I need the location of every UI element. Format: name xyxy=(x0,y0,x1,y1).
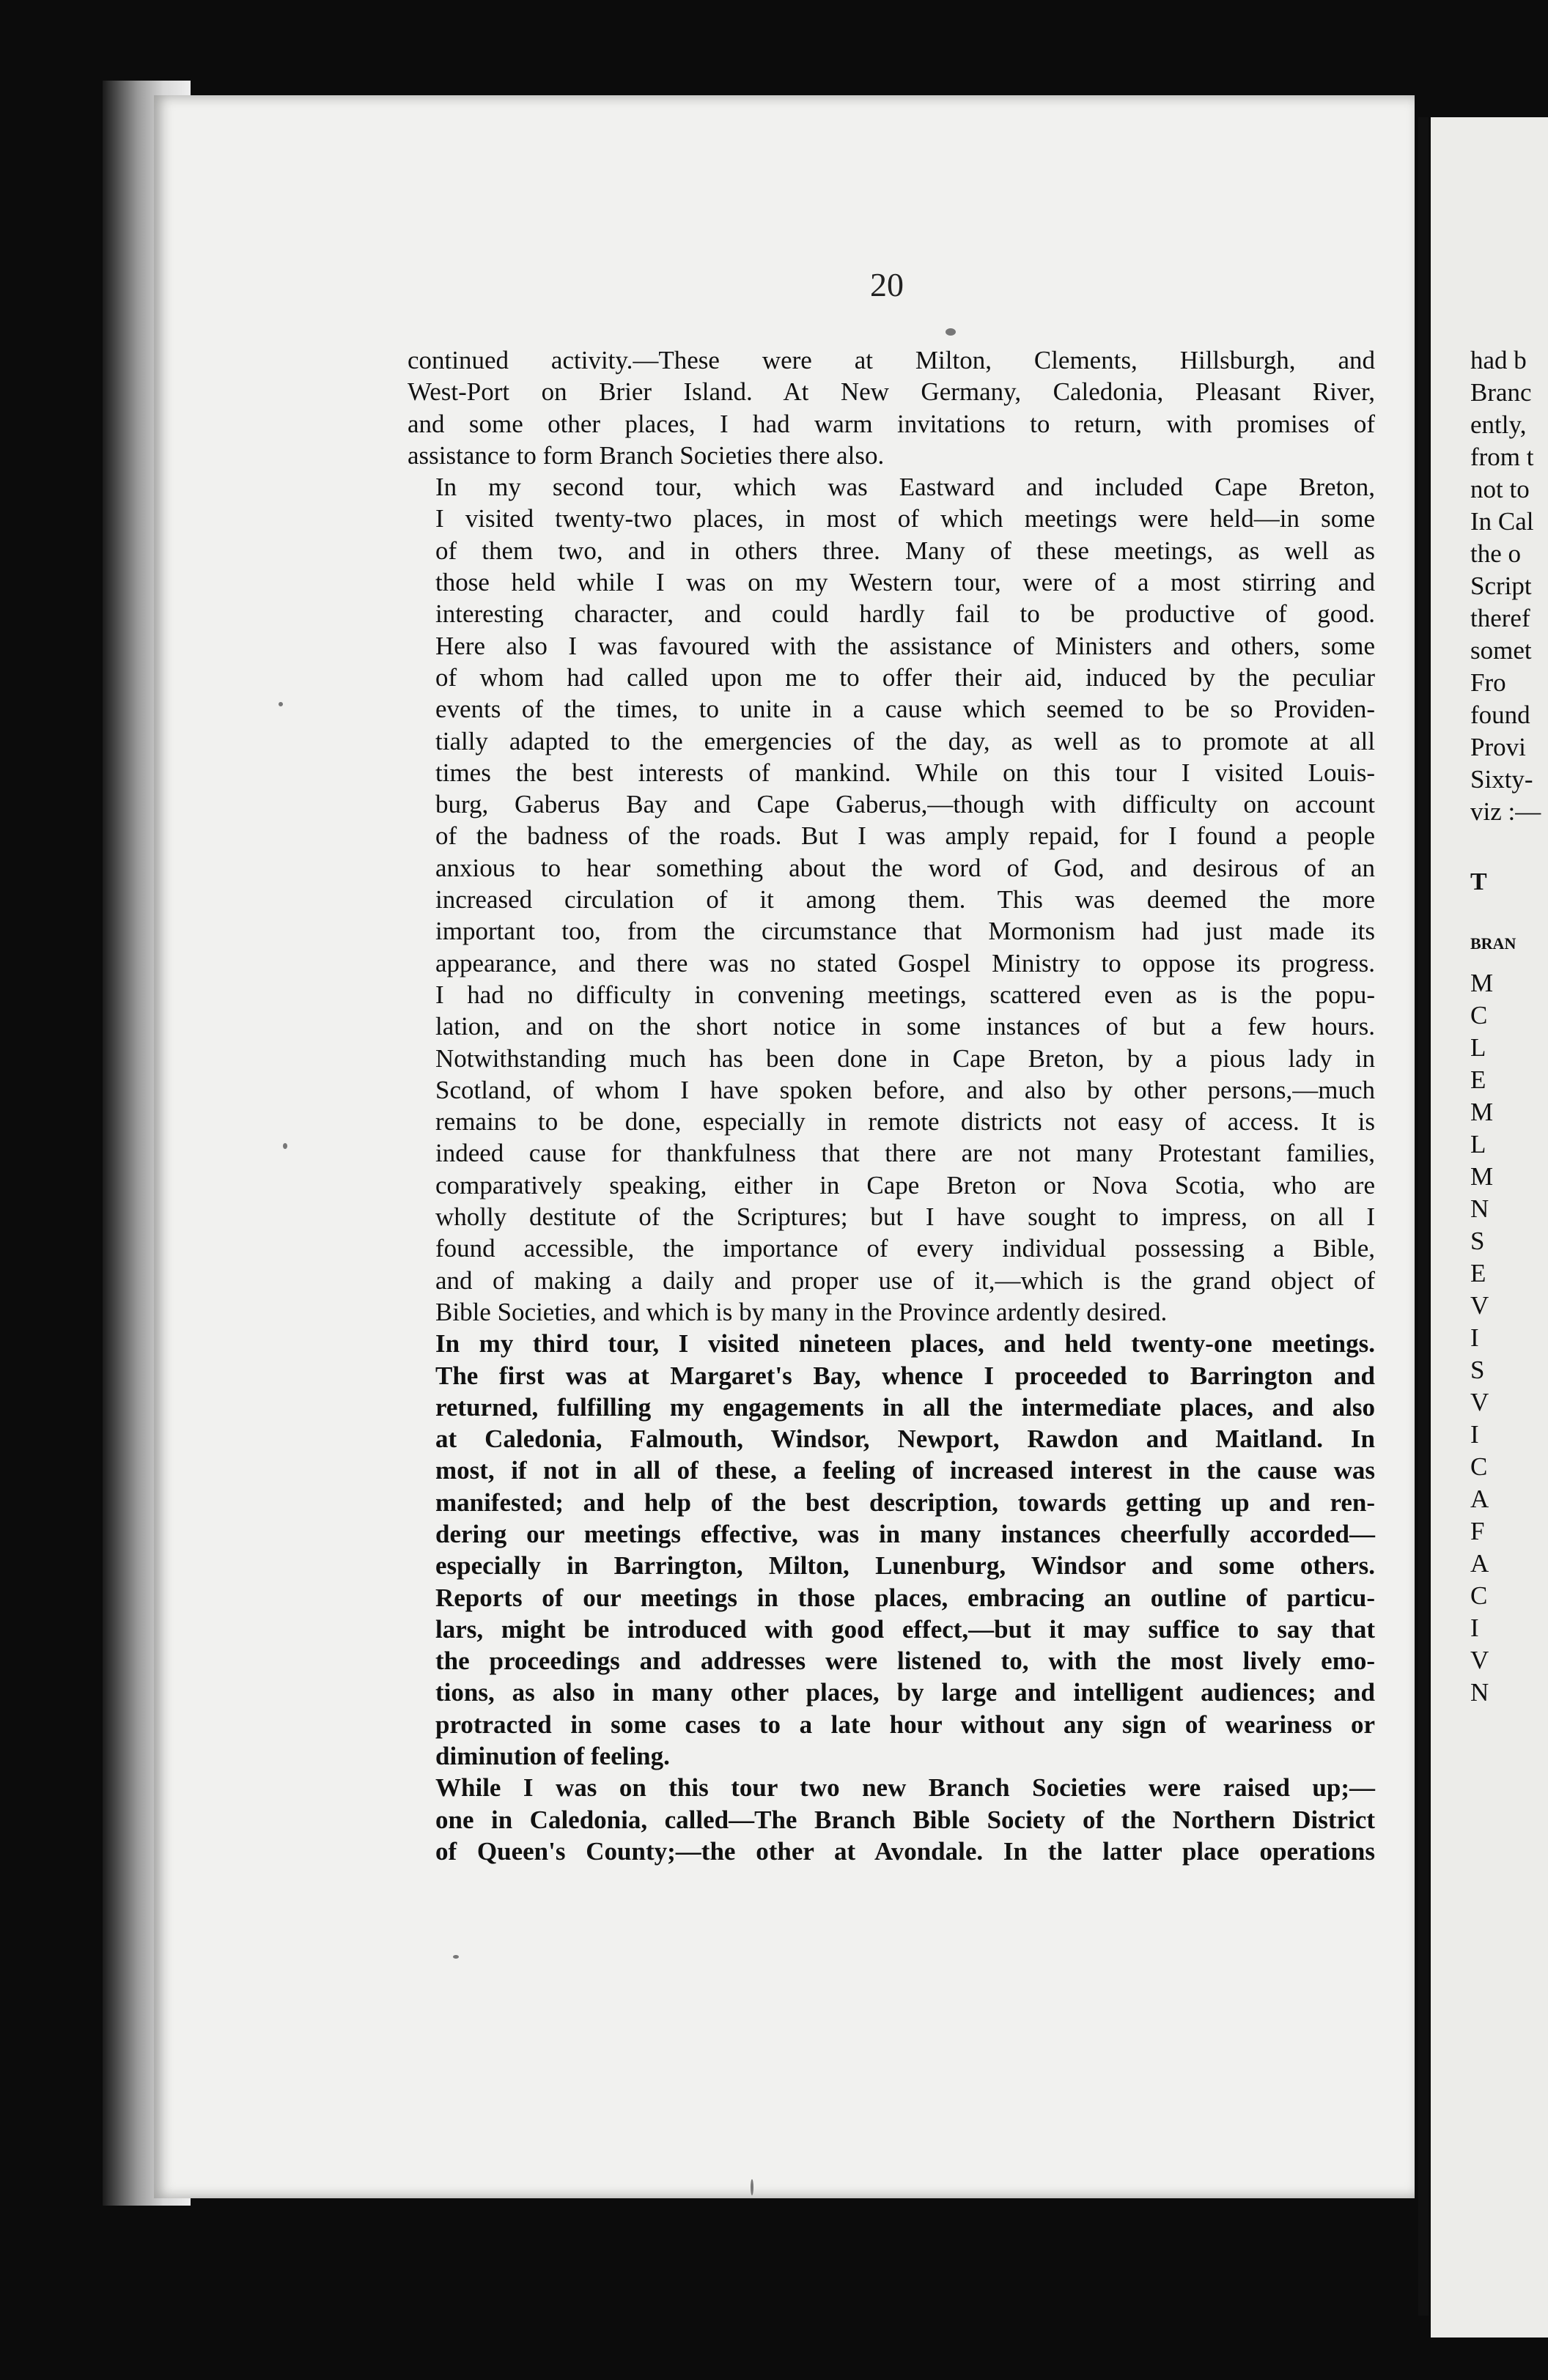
fragment-letter: A xyxy=(1470,1485,1489,1513)
text-line: The first was at Margaret's Bay, whence I proceeded to Barrington and xyxy=(435,1361,1375,1390)
text-line: found accessible, the importance of every individual possessing a Bible, xyxy=(435,1234,1375,1263)
text-line: increased circulation of it among them. This was deemed the more xyxy=(435,885,1375,914)
fragment-line: had b xyxy=(1470,346,1527,374)
fragment-letter: E xyxy=(1470,1065,1486,1094)
text-line: tions, as also in many other places, by large and intelligent audiences; and xyxy=(435,1678,1375,1707)
fragment-letter: M xyxy=(1470,969,1494,997)
fragment-letter: I xyxy=(1470,1420,1479,1449)
fragment-letter: S xyxy=(1470,1356,1485,1384)
fragment-letter: V xyxy=(1470,1388,1489,1416)
fragment-line: somet xyxy=(1470,636,1532,665)
fragment-line: from t xyxy=(1470,443,1534,471)
page-gutter xyxy=(1418,117,1429,2316)
text-line: especially in Barrington, Milton, Lunenburg, Windsor and some others. xyxy=(435,1551,1375,1581)
scan-speck xyxy=(751,2179,753,2195)
fragment-line: Branc xyxy=(1470,378,1532,407)
text-line: manifested; and help of the best description, towards getting up and ren- xyxy=(435,1488,1375,1517)
fragment-letter: V xyxy=(1470,1646,1489,1674)
text-line: of Queen's County;—the other at Avondale. In the latter place operations xyxy=(435,1836,1375,1866)
fragment-letter: I xyxy=(1470,1614,1479,1642)
text-line: Reports of our meetings in those places, embracing an outline of particu- xyxy=(435,1583,1375,1612)
text-line: events of the times, to unite in a cause which seemed to be so Providen- xyxy=(435,695,1375,724)
text-line: I visited twenty-two places, in most of which meetings were held—in some xyxy=(435,504,1375,533)
text-line: returned, fulfilling my engagements in all the intermediate places, and also xyxy=(435,1392,1375,1422)
text-line: While I was on this tour two new Branch Societies were raised up;— xyxy=(435,1773,1375,1803)
fragment-letter-list xyxy=(1470,967,1548,1709)
text-line: I had no difficulty in convening meetings, scattered even as is the popu- xyxy=(435,980,1375,1009)
fragment-letter: C xyxy=(1470,1581,1488,1610)
text-line: assistance to form Branch Societies there also. xyxy=(408,440,885,470)
fragment-letter: C xyxy=(1470,1452,1488,1481)
fragment-line: found xyxy=(1470,701,1530,729)
fragment-letter: I xyxy=(1470,1323,1479,1352)
fragment-letter: S xyxy=(1470,1227,1485,1255)
fragment-letter: F xyxy=(1470,1517,1485,1545)
text-line: most, if not in all of these, a feeling of increased interest in the cause was xyxy=(435,1456,1375,1485)
text-line: interesting character, and could hardly fail to be productive of good. xyxy=(435,599,1375,629)
scan-speck xyxy=(946,328,956,336)
text-line: diminution of feeling. xyxy=(435,1742,670,1771)
paragraph-4 xyxy=(408,1772,1375,1867)
text-line: In my third tour, I visited nineteen places, and held twenty-one meetings. xyxy=(435,1329,1375,1359)
text-line: indeed cause for thankfulness that there are not many Protestant families, xyxy=(435,1139,1375,1168)
text-line: anxious to hear something about the word of God, and desirous of an xyxy=(435,853,1375,882)
text-line: Scotland, of whom I have spoken before, and also by other persons,—much xyxy=(435,1075,1375,1104)
paragraph-2 xyxy=(408,471,1375,1328)
text-line: the proceedings and addresses were listened to, with the most lively emo- xyxy=(435,1647,1375,1676)
fragment-letter: E xyxy=(1470,1259,1486,1287)
fragment-letter: N xyxy=(1470,1678,1489,1707)
next-page-fragments xyxy=(1470,344,1548,1709)
fragment-letter: A xyxy=(1470,1549,1489,1578)
paragraph-1 xyxy=(408,344,1375,471)
text-line: Notwithstanding much has been done in Cape Breton, by a pious lady in xyxy=(435,1043,1375,1073)
text-line: one in Caledonia, called—The Branch Bible Society of the Northern District xyxy=(435,1805,1375,1834)
text-line: and some other places, I had warm invitations to return, with promises of xyxy=(408,409,1375,438)
text-line: Here also I was favoured with the assistance of Ministers and others, some xyxy=(435,631,1375,660)
text-line: burg, Gaberus Bay and Cape Gaberus,—though with difficulty on account xyxy=(435,790,1375,819)
text-line: comparatively speaking, either in Cape Breton or Nova Scotia, who are xyxy=(435,1170,1375,1200)
text-line: lars, might be introduced with good effect,—but it may suffice to say that xyxy=(435,1614,1375,1644)
fragment-letter: L xyxy=(1470,1033,1486,1062)
text-line: appearance, and there was no stated Gospel Ministry to oppose its progress. xyxy=(435,948,1375,978)
fragment-line: Script xyxy=(1470,572,1532,600)
text-line: In my second tour, which was Eastward and included Cape Breton, xyxy=(435,473,1375,502)
text-line: wholly destitute of the Scriptures; but I have sought to impress, on all I xyxy=(435,1202,1375,1232)
text-line: protracted in some cases to a late hour without any sign of weariness or xyxy=(435,1710,1375,1739)
text-line: important too, from the circumstance that Mormonism had just made its xyxy=(435,917,1375,946)
fragment-line: ently, xyxy=(1470,410,1527,439)
fragment-letter: V xyxy=(1470,1291,1489,1320)
fragment-line: viz :— xyxy=(1470,797,1541,826)
fragment-line: Provi xyxy=(1470,733,1526,761)
text-line: remains to be done, especially in remote districts not easy of access. It is xyxy=(435,1107,1375,1137)
fragment-line: the o xyxy=(1470,539,1522,568)
paragraph-3 xyxy=(408,1328,1375,1772)
text-line: at Caledonia, Falmouth, Windsor, Newport, Rawdon and Maitland. In xyxy=(435,1424,1375,1454)
fragment-letter: M xyxy=(1470,1162,1494,1191)
fragment-line: not to xyxy=(1470,475,1530,503)
text-line: West-Port on Brier Island. At New Germany, Caledonia, Pleasant River, xyxy=(408,377,1375,407)
text-line: continued activity.—These were at Milton, Clements, Hillsburgh, and xyxy=(408,346,1375,374)
text-line: of whom had called upon me to offer their aid, induced by the peculiar xyxy=(435,662,1375,692)
text-line: of them two, and in others three. Many of these meetings, as well as xyxy=(435,536,1375,565)
fragment-line: theref xyxy=(1470,604,1530,632)
fragment-line: Fro xyxy=(1470,668,1506,697)
text-line: dering our meetings effective, was in many instances cheerfully accorded— xyxy=(435,1519,1375,1548)
text-line: of the badness of the roads. But I was amply repaid, for I found a people xyxy=(435,821,1375,851)
fragment-line: Sixty- xyxy=(1470,765,1533,794)
body-text xyxy=(408,344,1375,1867)
text-line: and of making a daily and proper use of it,—which is the grand object of xyxy=(435,1265,1375,1295)
text-line: lation, and on the short notice in some instances of but a few hours. xyxy=(435,1012,1375,1041)
fragment-line: In Cal xyxy=(1470,507,1534,536)
fragment-subheading: BRAN xyxy=(1470,934,1516,953)
scan-speck xyxy=(283,1143,287,1149)
page-number: 20 xyxy=(870,266,904,303)
fragment-letter: M xyxy=(1470,1098,1494,1126)
text-line: those held while I was on my Western tour, were of a most stirring and xyxy=(435,568,1375,597)
fragment-heading: T xyxy=(1470,868,1487,895)
text-line: Bible Societies, and which is by many in the Province ardently desired. xyxy=(435,1297,1168,1326)
fragment-letter: N xyxy=(1470,1194,1489,1223)
scan-speck xyxy=(279,702,283,706)
fragment-letter: C xyxy=(1470,1001,1488,1030)
scan-speck xyxy=(453,1955,459,1959)
fragment-letter: L xyxy=(1470,1130,1486,1158)
text-line: times the best interests of mankind. While on this tour I visited Louis- xyxy=(435,758,1375,787)
text-line: tially adapted to the emergencies of the day, as well as to promote at all xyxy=(435,726,1375,755)
